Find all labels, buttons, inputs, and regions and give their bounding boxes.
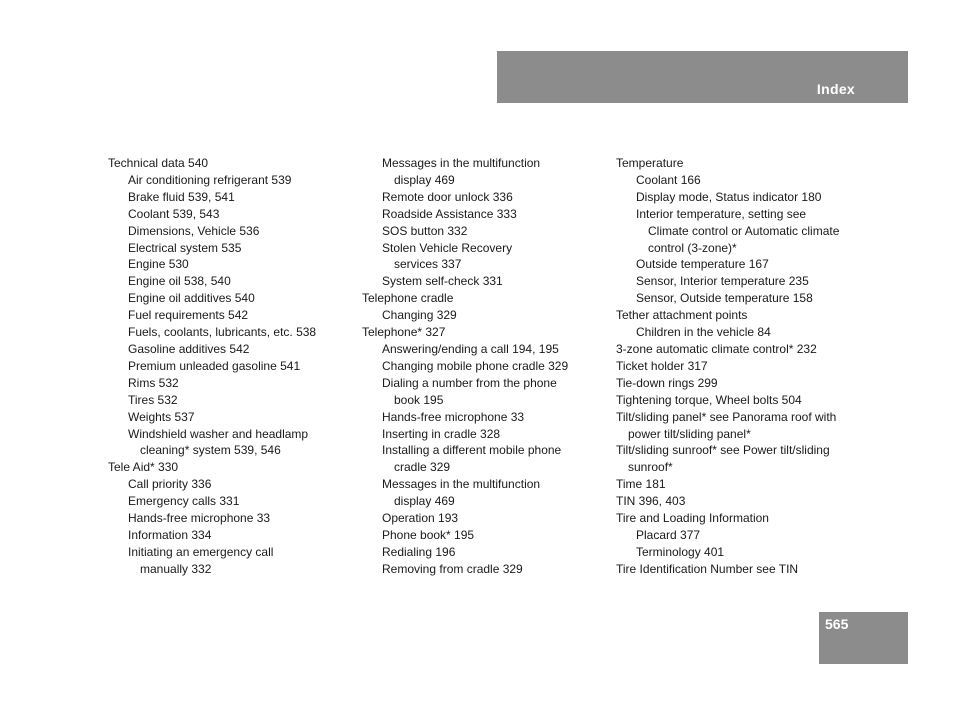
index-entry: book 195 <box>394 392 444 407</box>
index-entry: sunroof* <box>628 460 673 475</box>
index-entry: Gasoline additives 542 <box>128 341 250 356</box>
index-entry: Ticket holder 317 <box>616 358 708 373</box>
index-entry: Dimensions, Vehicle 536 <box>128 223 260 238</box>
index-entry: cleaning* system 539, 546 <box>140 443 281 458</box>
index-entry: Sensor, Outside temperature 158 <box>636 291 813 306</box>
page-number: 565 <box>825 616 849 632</box>
index-entry: Climate control or Automatic climate <box>648 223 840 238</box>
index-entry: Weights 537 <box>128 409 195 424</box>
index-entry: cradle 329 <box>394 460 451 475</box>
index-entry: Fuels, coolants, lubricants, etc. 538 <box>128 325 317 340</box>
section-title: Index <box>816 81 855 97</box>
index-entry: Coolant 539, 543 <box>128 206 220 221</box>
index-entry: Answering/ending a call 194, 195 <box>382 341 559 356</box>
index-entry: Hands-free microphone 33 <box>382 409 525 424</box>
index-entry: Tightening torque, Wheel bolts 504 <box>616 392 802 407</box>
index-entry: Engine oil additives 540 <box>128 291 255 306</box>
index-entry: display 469 <box>394 172 455 187</box>
index-entry: Removing from cradle 329 <box>382 561 523 576</box>
index-column-2 <box>362 155 612 578</box>
index-entry: Dialing a number from the phone <box>382 375 557 390</box>
index-entry: Initiating an emergency call <box>128 544 274 559</box>
index-entry: Time 181 <box>616 477 666 492</box>
index-entry: Tilt/sliding sunroof* see Power tilt/sliding <box>616 443 830 458</box>
index-entry: Windshield washer and headlamp <box>128 426 309 441</box>
index-entry: Telephone cradle <box>362 291 454 306</box>
index-entry: Brake fluid 539, 541 <box>128 189 235 204</box>
index-entry: Phone book* 195 <box>382 527 475 542</box>
index-entry: Coolant 166 <box>636 172 701 187</box>
index-entry: Tether attachment points <box>616 308 748 323</box>
index-entry: manually 332 <box>140 561 212 576</box>
index-entry: Children in the vehicle 84 <box>636 325 771 340</box>
index-entry: Operation 193 <box>382 511 459 526</box>
index-entry: Changing 329 <box>382 308 457 323</box>
index-entry: Tire and Loading Information <box>616 511 769 526</box>
index-entry: Temperature <box>616 156 684 170</box>
index-entry: Remote door unlock 336 <box>382 189 513 204</box>
index-entry: Roadside Assistance 333 <box>382 206 517 221</box>
index-entry: Fuel requirements 542 <box>128 308 249 323</box>
index-entry: Air conditioning refrigerant 539 <box>128 172 292 187</box>
index-entry: SOS button 332 <box>382 223 468 238</box>
index-entry: Emergency calls 331 <box>128 494 240 509</box>
index-entry: Information 334 <box>128 527 212 542</box>
index-entry: Telephone* 327 <box>362 325 446 340</box>
index-entry: Tele Aid* 330 <box>108 460 179 475</box>
index-entry: TIN 396, 403 <box>616 494 686 509</box>
index-entry: Rims 532 <box>128 375 179 390</box>
section-header-bar <box>497 51 908 103</box>
index-entry: power tilt/sliding panel* <box>628 426 751 441</box>
index-entry: Tie-down rings 299 <box>616 375 718 390</box>
index-entry: Sensor, Interior temperature 235 <box>636 274 809 289</box>
index-entry: Redialing 196 <box>382 544 456 559</box>
index-entry: Stolen Vehicle Recovery <box>382 240 513 255</box>
index-entry: Technical data 540 <box>108 156 209 170</box>
index-entry: Electrical system 535 <box>128 240 242 255</box>
index-entry: Display mode, Status indicator 180 <box>636 189 822 204</box>
index-entry: Tires 532 <box>128 392 178 407</box>
index-column-3 <box>616 155 866 578</box>
index-entry: System self-check 331 <box>382 274 503 289</box>
index-entry: control (3-zone)* <box>648 240 737 255</box>
index-column-1 <box>108 155 358 578</box>
index-entry: Messages in the multifunction <box>382 477 541 492</box>
index-entry: Hands-free microphone 33 <box>128 511 271 526</box>
index-entry: Premium unleaded gasoline 541 <box>128 358 301 373</box>
index-entry: Interior temperature, setting see <box>636 206 807 221</box>
index-entry: Tire Identification Number see TIN <box>616 561 799 576</box>
index-entry: Call priority 336 <box>128 477 212 492</box>
index-entry: services 337 <box>394 257 462 272</box>
index-entry: Engine oil 538, 540 <box>128 274 231 289</box>
page-number-tab <box>819 612 908 664</box>
index-entry: Terminology 401 <box>636 544 725 559</box>
index-entry: Outside temperature 167 <box>636 257 769 272</box>
index-entry: Tilt/sliding panel* see Panorama roof with <box>616 409 837 424</box>
index-entry: Changing mobile phone cradle 329 <box>382 358 569 373</box>
index-entry: Messages in the multifunction <box>382 156 541 170</box>
index-entry: Inserting in cradle 328 <box>382 426 501 441</box>
index-entry: display 469 <box>394 494 455 509</box>
index-entry: 3-zone automatic climate control* 232 <box>616 341 817 356</box>
index-entry: Engine 530 <box>128 257 189 272</box>
index-entry: Installing a different mobile phone <box>382 443 562 458</box>
index-entry: Placard 377 <box>636 527 701 542</box>
